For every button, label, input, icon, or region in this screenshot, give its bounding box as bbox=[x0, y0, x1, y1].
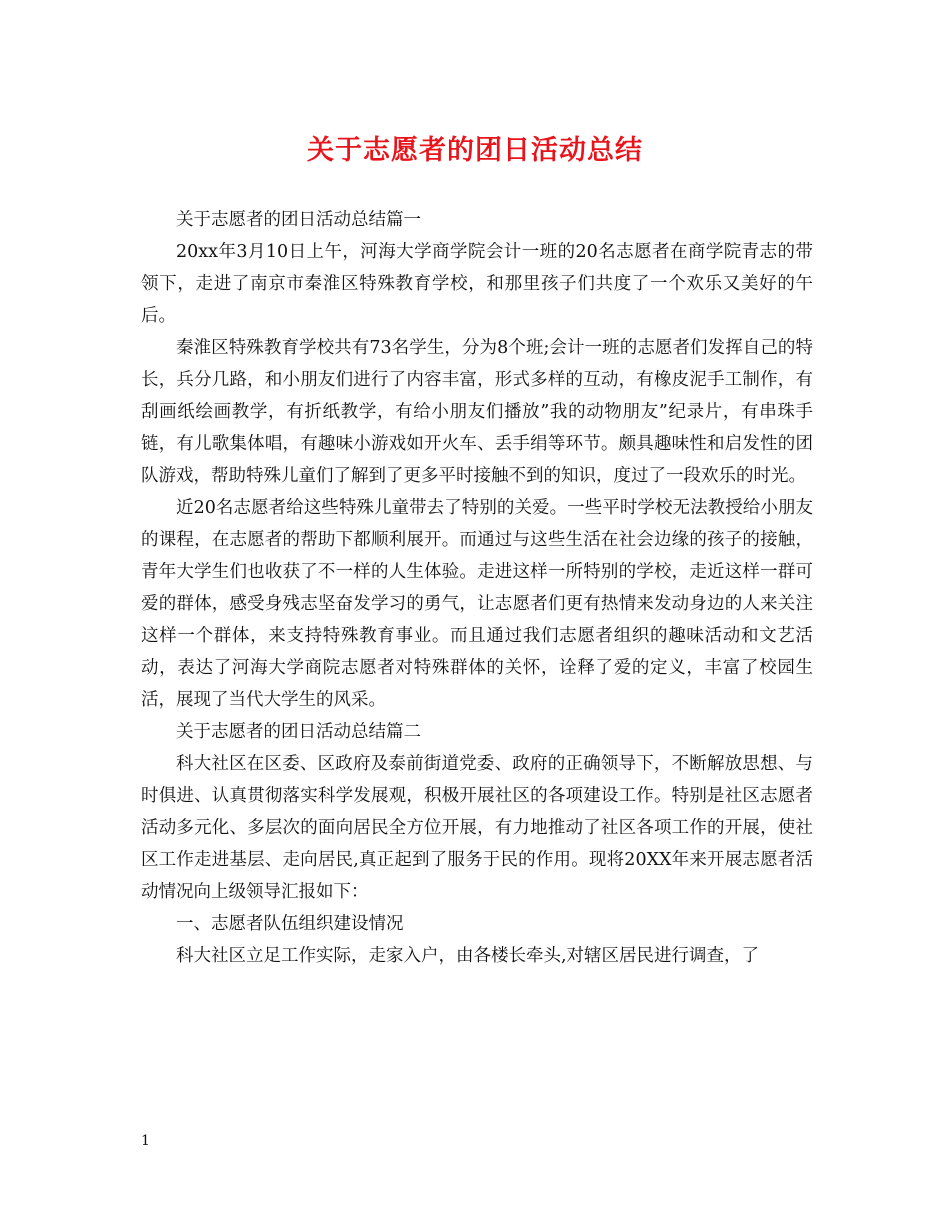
document-title: 关于志愿者的团日活动总结 bbox=[307, 135, 643, 166]
paragraph: 秦淮区特殊教育学校共有73名学生，分为8个班;会计一班的志愿者们发挥自己的特长，兵分几路，和小朋友们进行了内容丰富，形式多样的互动，有橡皮泥手工制作，有刮画纸绘画教学，有折纸教学，有给小朋友们播放”我的动物朋友”纪录片，有串珠手链，有儿歌集体唱，有趣味小游戏如开火车、丢手绢等环节。颇具趣味性和启发性的团队游戏，帮助特殊儿童们了解到了更多平时接触不到的知识，度过了一段欢乐的时光。 bbox=[141, 338, 813, 486]
paragraph: 20xx年3月10日上午，河海大学商学院会计一班的20名志愿者在商学院青志的带领下，走进了南京市秦淮区特殊教育学校，和那里孩子们共度了一个欢乐又美好的午后。 bbox=[141, 242, 813, 326]
paragraph: 近20名志愿者给这些特殊儿童带去了特别的关爱。一些平时学校无法教授给小朋友的课程，在志愿者的帮助下都顺利展开。而通过与这些生活在社会边缘的孩子的接触，青年大学生们也收获了不一样的人生体验。走进这样一所特别的学校，走近这样一群可爱的群体，感受身残志坚奋发学习的勇气，让志愿者们更有热情来发动身边的人来关注这样一个群体，来支持特殊教育事业。而且通过我们志愿者组织的趣味活动和文艺活动，表达了河海大学商院志愿者对特殊群体的关怀，诠释了爱的定义，丰富了校园生活，展现了当代大学生的风采。 bbox=[141, 498, 813, 710]
document-body bbox=[141, 204, 813, 972]
section-heading-1: 关于志愿者的团日活动总结篇一 bbox=[176, 210, 421, 230]
page-number: 1 bbox=[141, 1133, 150, 1149]
paragraph: 科大社区在区委、区政府及泰前街道党委、政府的正确领导下，不断解放思想、与时俱进、认真贯彻落实科学发展观，积极开展社区的各项建设工作。特别是社区志愿者活动多元化、多层次的面向居民全方位开展，有力地推动了社区各项工作的开展，使社区工作走进基层、走向居民,真正起到了服务于民的作用。现将20XX年来开展志愿者活动情况向上级领导汇报如下： bbox=[141, 754, 813, 902]
paragraph: 科大社区立足工作实际，走家入户，由各楼长牵头,对辖区居民进行调查，了 bbox=[176, 946, 760, 966]
subsection-heading: 一、志愿者队伍组织建设情况 bbox=[176, 914, 404, 934]
section-heading-2: 关于志愿者的团日活动总结篇二 bbox=[176, 722, 421, 742]
